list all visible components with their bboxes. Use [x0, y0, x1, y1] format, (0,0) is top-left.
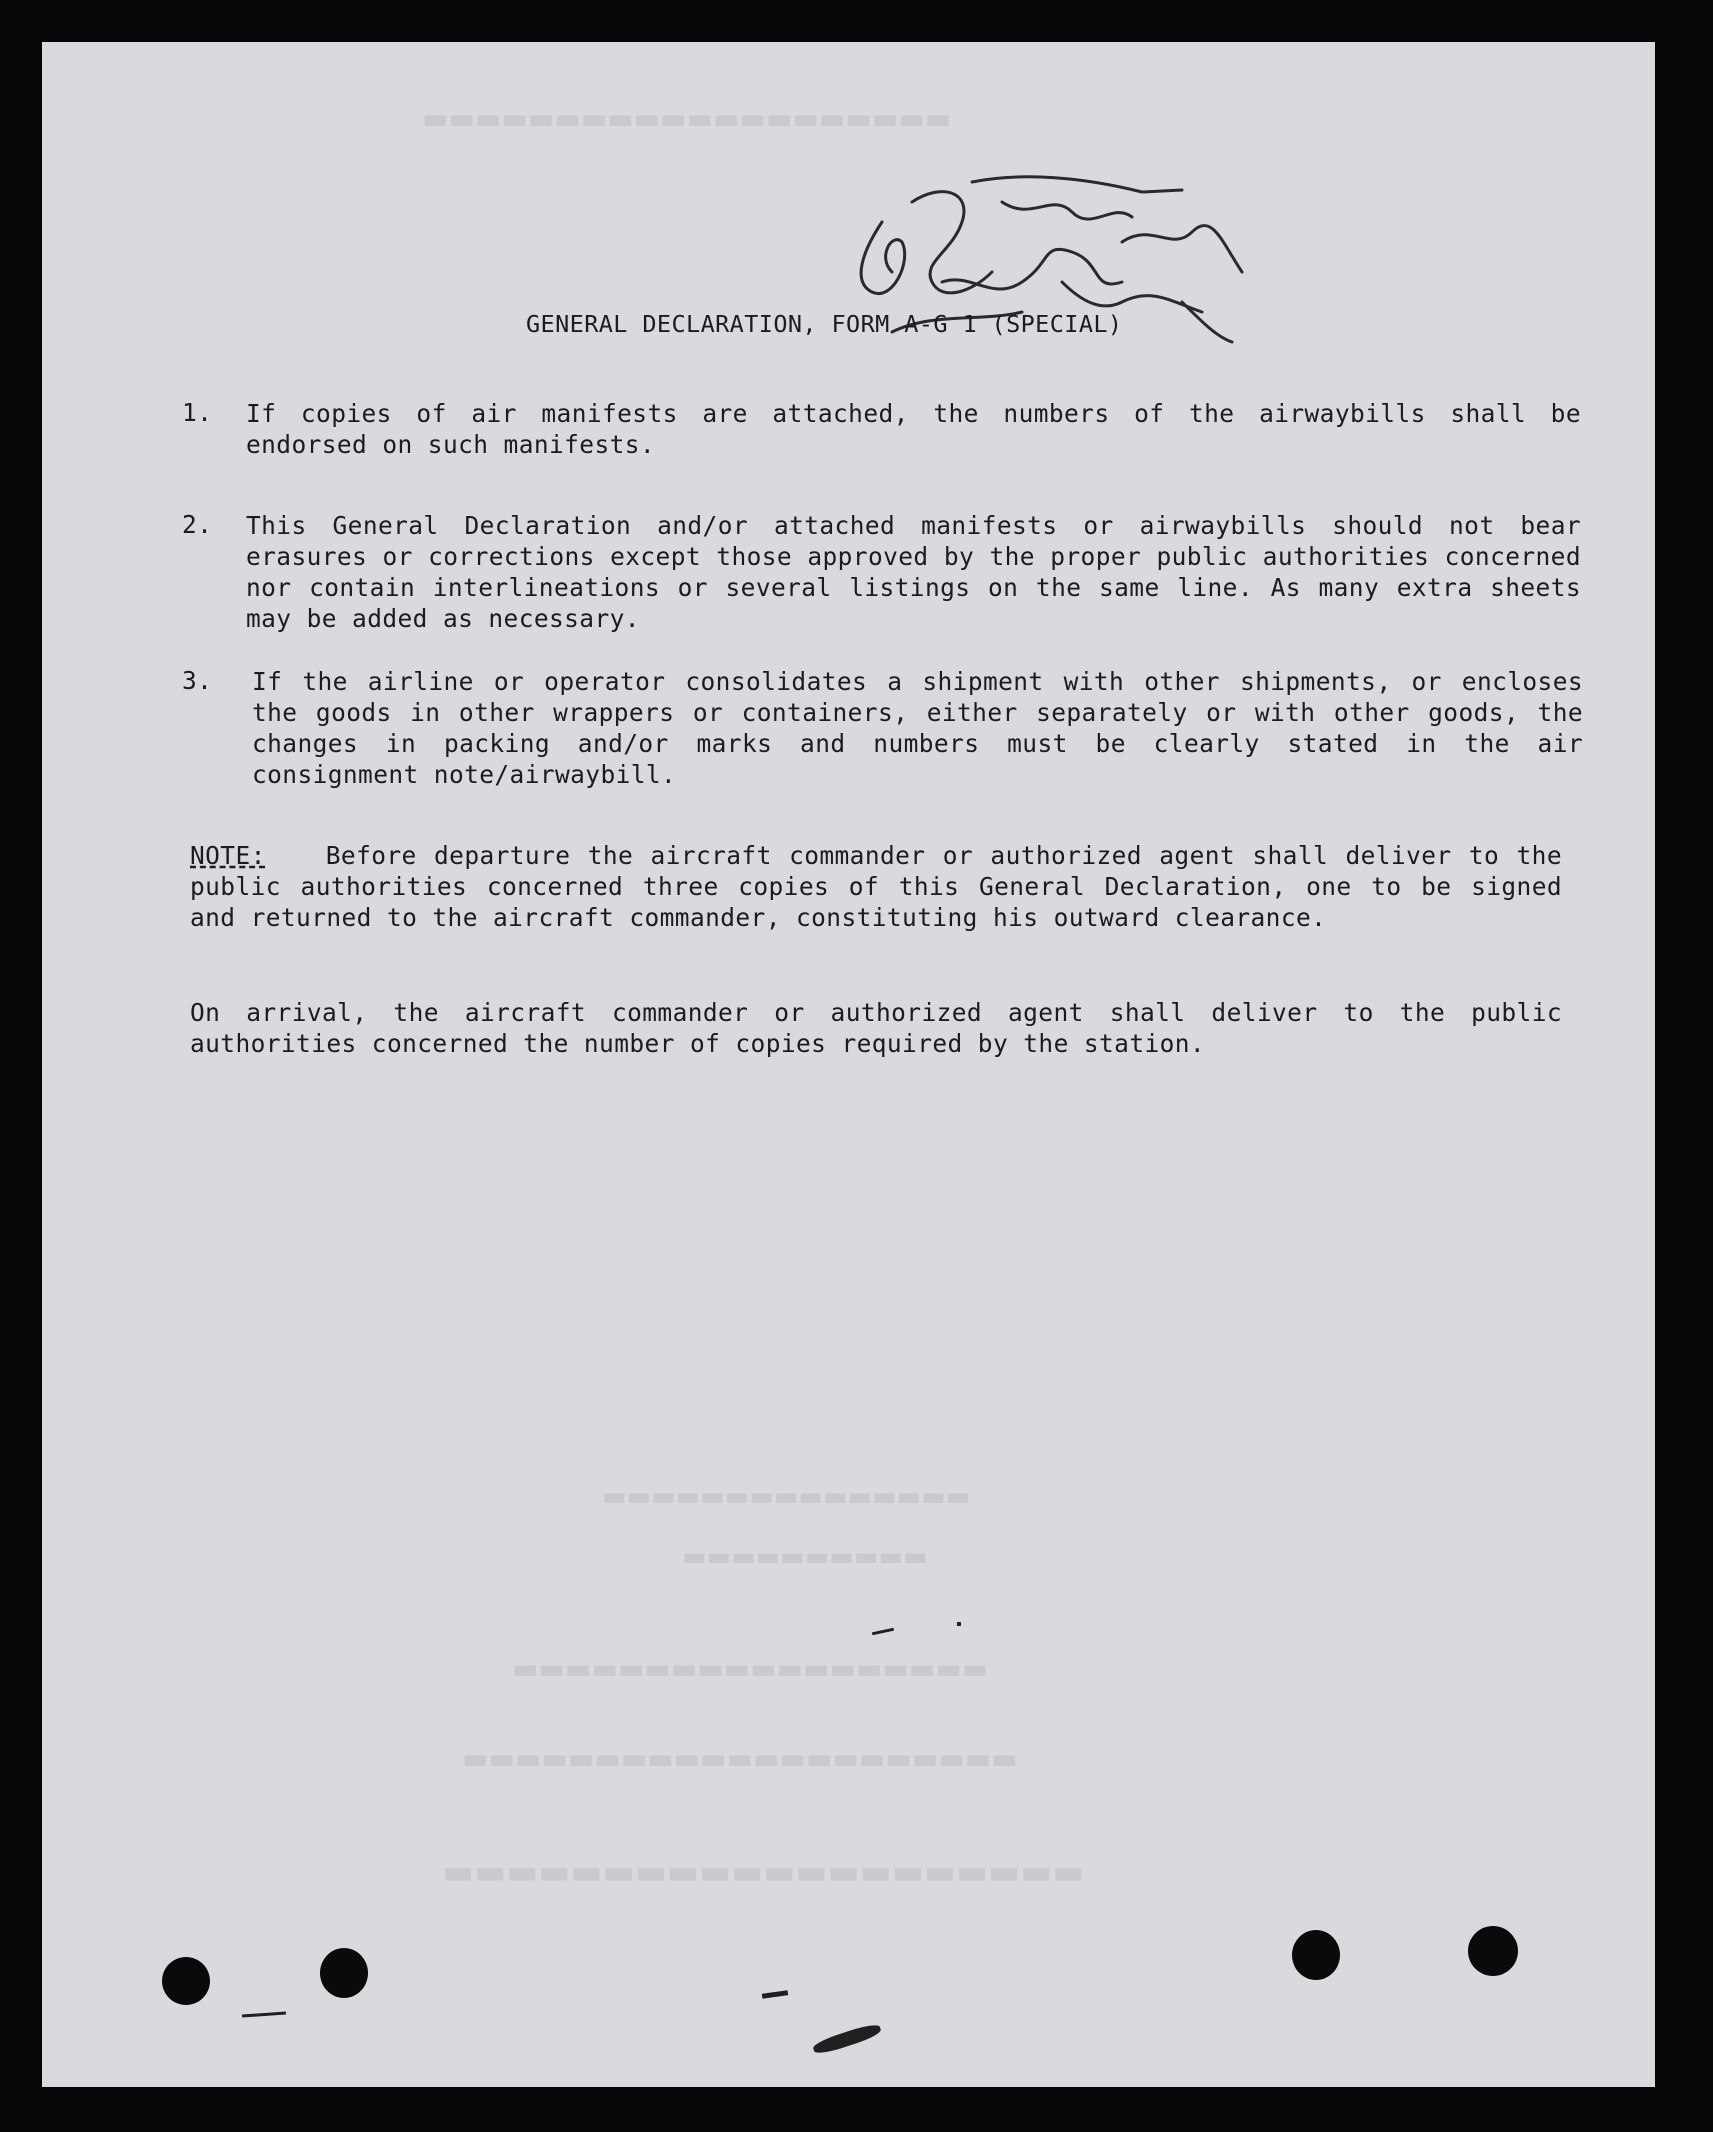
- ink-speck: [872, 1628, 894, 1636]
- ink-speck: [957, 1622, 961, 1626]
- item-number: 3.: [182, 666, 213, 695]
- item-text: If the airline or operator consolidates a shipment with other shipments, or encloses the goods in other wrappers or containers, either separately or with other goods, the changes in packing and/or marks and numbers must be clearly stated in the air consignment note/airwaybill.: [252, 667, 1583, 789]
- item-number: 2.: [182, 510, 213, 539]
- note-text: Before departure the aircraft commander or authorized agent shall deliver to the public authorities concerned three copies of this General Declaration, one to be signed and returned to the aircraft commander, constituting his outward clearance.: [190, 841, 1562, 932]
- punch-hole: [320, 1948, 368, 1998]
- note-label: NOTE:: [190, 841, 266, 870]
- punch-hole: [1468, 1926, 1518, 1976]
- arrival-paragraph: On arrival, the aircraft commander or authorized agent shall deliver to the public authorities concerned the number of copies required by the station.: [190, 998, 1562, 1058]
- ink-speck: [762, 1990, 788, 1999]
- note-paragraph: [190, 840, 1562, 933]
- item-number: 1.: [182, 398, 213, 427]
- ink-speck: [812, 2022, 883, 2057]
- show-through-text: ▬▬▬▬▬▬▬▬▬▬: [682, 1542, 928, 1572]
- show-through-text: ▬▬▬▬▬▬▬▬▬▬▬▬▬▬▬: [602, 1482, 971, 1512]
- paper-sheet: [42, 42, 1655, 2087]
- ink-speck: [242, 2011, 286, 2017]
- item-text: This General Declaration and/or attached manifests or airwaybills should not bear erasures or corrections except those approved by the proper public authorities concerned nor contain interlineations or several listings on the same line. As many extra sheets may be added as necessary.: [246, 511, 1581, 633]
- punch-hole: [1292, 1930, 1340, 1980]
- item-text: If copies of air manifests are attached, the numbers of the airwaybills shall be endorsed on such manifests.: [246, 399, 1581, 459]
- handwritten-signature: [822, 162, 1292, 372]
- form-title: GENERAL DECLARATION, FORM A-G 1 (SPECIAL): [526, 310, 1123, 338]
- show-through-text: ▬▬▬▬▬▬▬▬▬▬▬▬▬▬▬▬▬▬▬▬▬: [462, 1742, 1018, 1775]
- punch-hole: [162, 1957, 210, 2005]
- show-through-text: ▬▬▬▬▬▬▬▬▬▬▬▬▬▬▬▬▬▬▬▬: [442, 1852, 1085, 1892]
- show-through-text: ▬▬▬▬▬▬▬▬▬▬▬▬▬▬▬▬▬▬: [512, 1652, 989, 1685]
- show-through-text: ▬▬▬▬▬▬▬▬▬▬▬▬▬▬▬▬▬▬▬▬: [422, 102, 952, 135]
